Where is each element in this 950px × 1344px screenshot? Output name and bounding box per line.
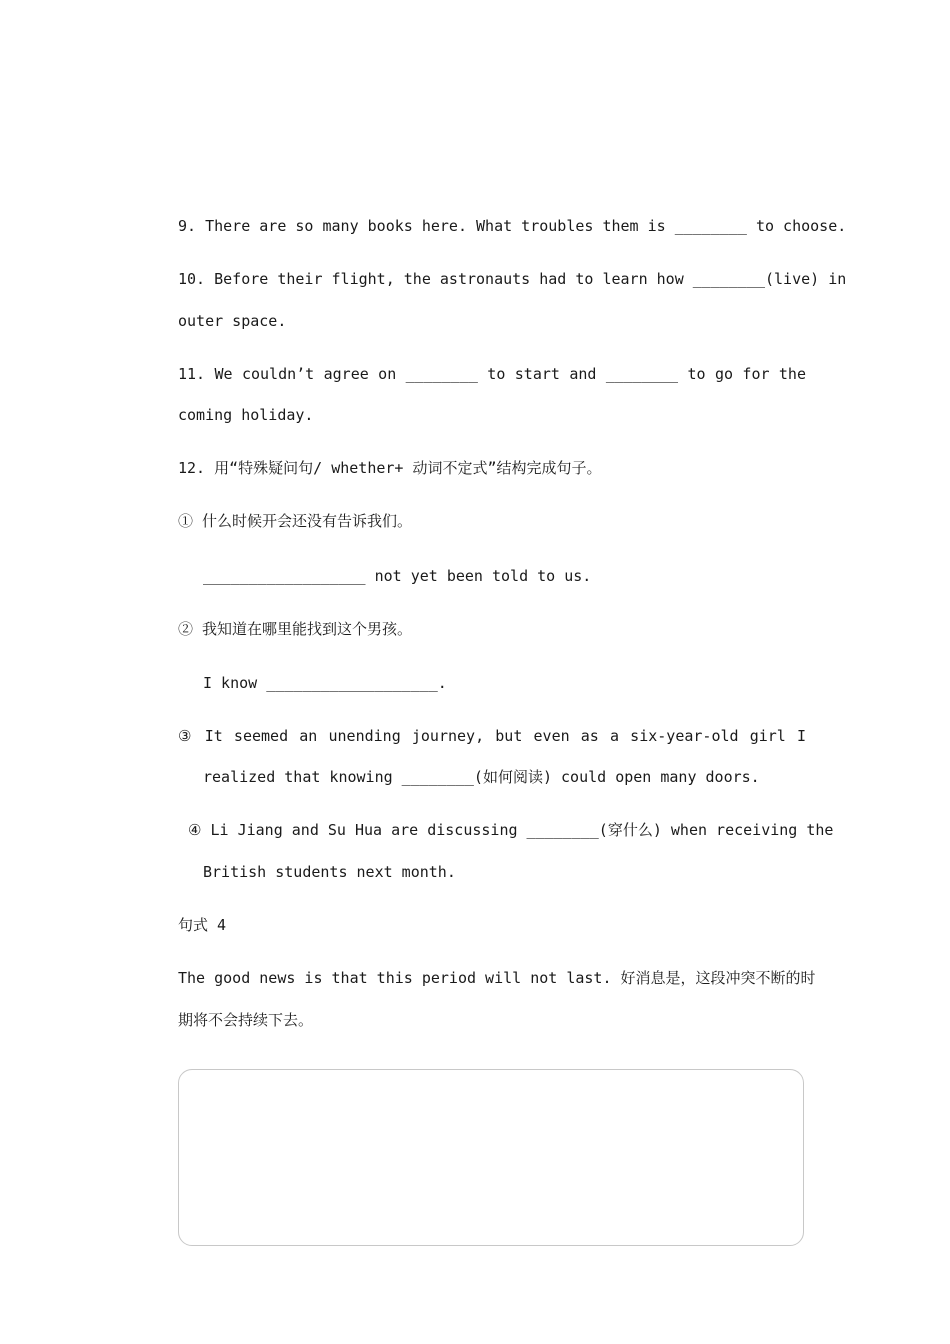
item-3-line-2: realized that knowing ________(如何阅读) could open many doors. — [203, 768, 760, 786]
pattern-example-line-2: 期将不会持续下去。 — [178, 1011, 314, 1029]
item-1-chinese: ① 什么时候开会还没有告诉我们。 — [178, 512, 413, 530]
pattern-example-line-1: The good news is that this period will not last. 好消息是，这段冲突不断的时 — [178, 969, 816, 987]
question-10-line-2: outer space. — [178, 312, 287, 330]
item-4-line-1: ④ Li Jiang and Su Hua are discussing ________(穿什么) when receiving the — [188, 821, 834, 839]
question-11-line-2: coming holiday. — [178, 406, 314, 424]
question-9: 9. There are so many books here. What troubles them is ________ to choose. — [178, 217, 847, 235]
pattern-heading: 句式 4 — [178, 916, 227, 934]
item-1-answer: __________________ not yet been told to us. — [203, 567, 592, 585]
question-10-line-1: 10. Before their flight, the astronauts had to learn how ________(live) in — [178, 270, 847, 288]
item-2-chinese: ② 我知道在哪里能找到这个男孩。 — [178, 620, 413, 638]
item-3-line-1: ③ It seemed an unending journey, but even as a six-year-old girl I — [178, 727, 806, 745]
item-4-line-2: British students next month. — [203, 863, 456, 881]
item-2-answer: I know ___________________. — [203, 674, 447, 692]
answer-box — [178, 1069, 804, 1246]
question-11-line-1: 11. We couldn’t agree on ________ to start and ________ to go for the — [178, 365, 806, 383]
question-12-heading: 12. 用“特殊疑问句/ whether+ 动词不定式”结构完成句子。 — [178, 459, 602, 477]
